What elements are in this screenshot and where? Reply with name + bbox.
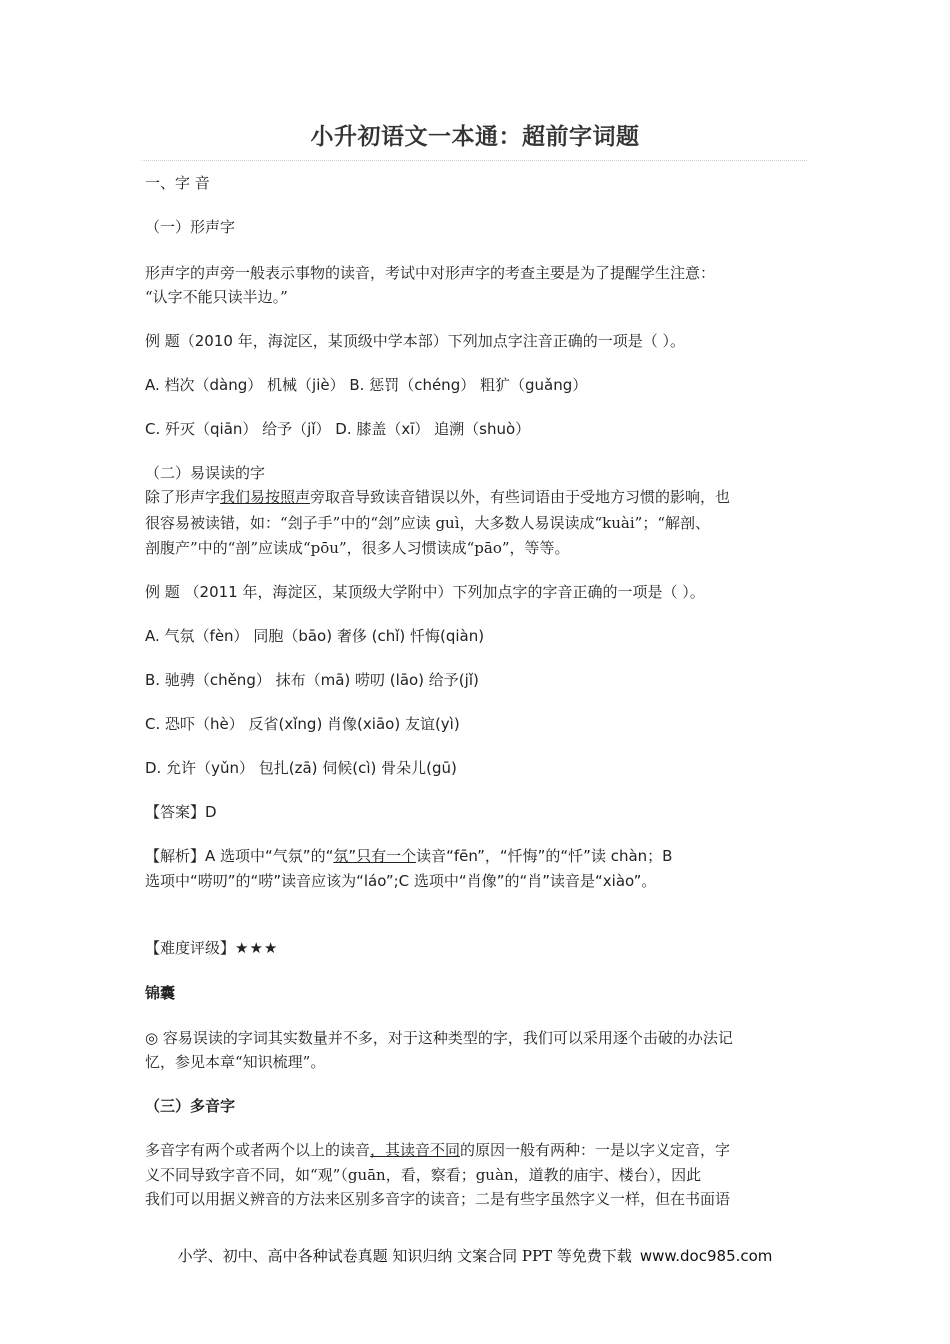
- analysis-line: [145, 845, 672, 866]
- paragraph-line: [145, 1139, 730, 1160]
- section-heading-pronunciation: 一、字 音: [145, 174, 210, 192]
- footer-text: 小学、初中、高中各种试卷真题 知识归纳 文案合同 PPT 等免费下载: [177, 1247, 632, 1265]
- analysis-line: 选项中“唠叨”的“唠”读音应该为“láo”;C 选项中“肖像”的“肖”读音是“xiào”。: [145, 872, 657, 890]
- tip-heading: 锦囊: [145, 984, 176, 1002]
- paragraph-line: 形声字的声旁一般表示事物的读音，考试中对形声字的考查主要是为了提醒学生注意：: [145, 264, 716, 282]
- example-question-1: 例 题（2010 年，海淀区，某顶级中学本部）下列加点字注音正确的一项是（ ）。: [145, 332, 685, 350]
- answer: 【答案】D: [145, 803, 217, 821]
- underlined-text: ，其读音不同: [370, 1141, 461, 1159]
- paragraph-line: 我们可以用据义辨音的方法来区别多音字的读音；二是有些字虽然字义一样，但在书面语: [145, 1190, 731, 1208]
- example-1-option-cd: C. 歼灭（qiān） 给予（jǐ） D. 膝盖（xī） 追溯（shuò）: [145, 420, 531, 438]
- text-span: 多音字有两个或者两个以上的读音: [145, 1141, 371, 1159]
- paragraph-line: “认字不能只读半边。”: [145, 288, 288, 306]
- subsection-heading-misread: （二）易误读的字: [145, 464, 266, 482]
- paragraph-line: 很容易被读错，如：“刽子手”中的“刽”应读 guì，大多数人易误读成“kuài”；“解剖、: [145, 514, 711, 532]
- page-title: 小升初语文一本通：超前字词题: [310, 123, 640, 150]
- underlined-text: 我们易按照声: [220, 488, 311, 506]
- text-span: 读音“fēn”，“忏悔”的“忏”读 chàn；B: [416, 847, 673, 865]
- footer-url: www.doc985.com: [639, 1247, 773, 1265]
- text-span: 的原因一般有两种：一是以字义定音，字: [460, 1141, 731, 1159]
- difficulty-label: 【难度评级】: [145, 939, 236, 957]
- text-span: 【解析】A 选项中“气氛”的“: [145, 847, 334, 865]
- tip-line: ◎ 容易误读的字词其实数量并不多，对于这种类型的字，我们可以采用逐个击破的办法记: [145, 1029, 733, 1047]
- underlined-text: 氛”只有一个: [333, 847, 417, 865]
- subsection-heading-phonetic-compound: （一）形声字: [145, 218, 236, 236]
- difficulty-stars: ★★★: [235, 939, 279, 957]
- paragraph-line: [145, 486, 730, 507]
- example-2-option-a: A. 气氛（fèn） 同胞（bāo) 奢侈 (chǐ) 忏悔(qiàn): [145, 627, 485, 645]
- difficulty-rating: [145, 937, 278, 958]
- paragraph-line: 剖腹产”中的“剖”应读成“pōu”，很多人习惯读成“pāo”，等等。: [145, 539, 570, 557]
- text-span: 旁取音导致读音错误以外，有些词语由于受地方习惯的影响，也: [310, 488, 731, 506]
- page-footer: [0, 1245, 950, 1266]
- text-span: 除了形声字: [145, 488, 221, 506]
- example-1-option-ab: A. 档次（dàng） 机械（jiè） B. 惩罚（chéng） 粗犷（guǎng）: [145, 376, 588, 394]
- title-divider: [142, 160, 807, 161]
- example-question-2: 例 题 （2011 年，海淀区，某顶级大学附中）下列加点字的字音正确的一项是（ ）。: [145, 583, 705, 601]
- paragraph-line: 义不同导致字音不同，如“观”（guān，看，察看；guàn，道教的庙宇、楼台），因此: [145, 1166, 702, 1184]
- example-2-option-d: D. 允许（yǔn） 包扎(zā) 伺候(cì) 骨朵儿(gū): [145, 759, 457, 777]
- tip-line: 忆，参见本章“知识梳理”。: [145, 1053, 326, 1071]
- example-2-option-c: C. 恐吓（hè） 反省(xǐng) 肖像(xiāo) 友谊(yì): [145, 715, 460, 733]
- example-2-option-b: B. 驰骋（chěng） 抹布（mā) 唠叨 (lāo) 给予(jǐ): [145, 671, 479, 689]
- subsection-heading-polyphonic: （三）多音字: [145, 1097, 236, 1115]
